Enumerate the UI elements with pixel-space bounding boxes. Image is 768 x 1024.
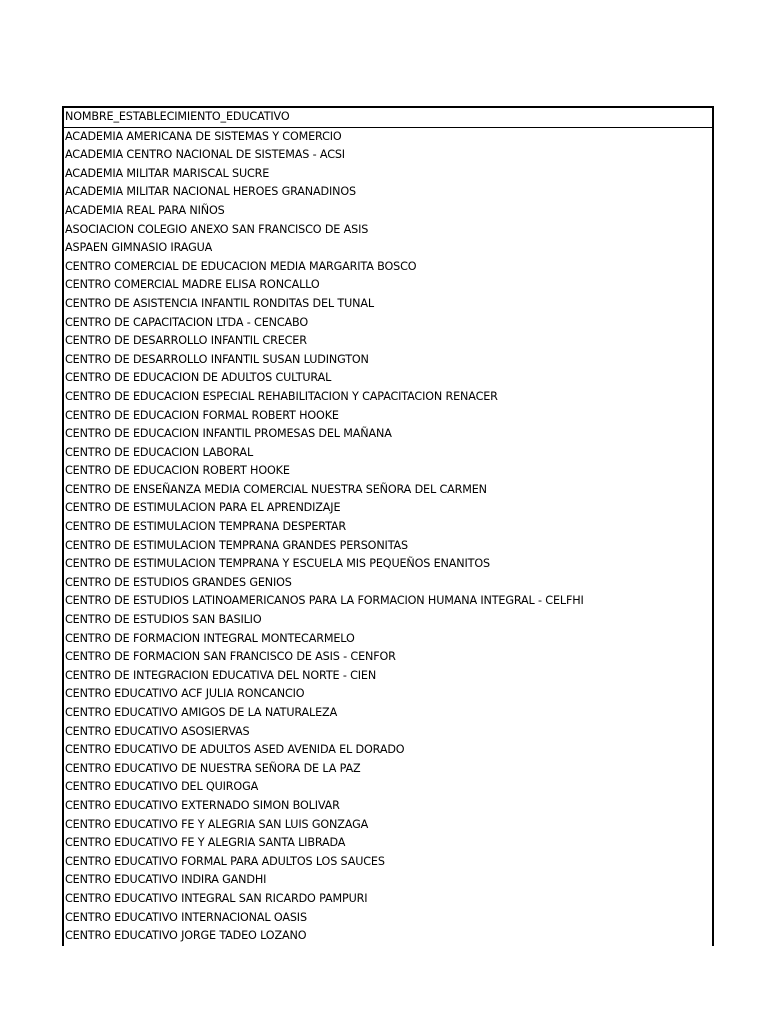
- table-row: ACADEMIA REAL PARA NIÑOS: [65, 203, 225, 217]
- table-row: CENTRO EDUCATIVO EXTERNADO SIMON BOLIVAR: [65, 798, 340, 812]
- table-row: ACADEMIA AMERICANA DE SISTEMAS Y COMERCIO: [65, 129, 342, 143]
- table-row: CENTRO DE EDUCACION ESPECIAL REHABILITACION Y CAPACITACION RENACER: [65, 389, 498, 403]
- table-row: CENTRO DE FORMACION SAN FRANCISCO DE ASIS - CENFOR: [65, 650, 396, 664]
- table-row: CENTRO COMERCIAL MADRE ELISA RONCALLO: [65, 278, 320, 292]
- table-row: ACADEMIA MILITAR MARISCAL SUCRE: [65, 166, 270, 180]
- table-row: CENTRO EDUCATIVO INDIRA GANDHI: [65, 873, 267, 887]
- table-row: CENTRO COMERCIAL DE EDUCACION MEDIA MARGARITA BOSCO: [65, 259, 417, 273]
- table-row: ACADEMIA CENTRO NACIONAL DE SISTEMAS - ACSI: [65, 148, 345, 162]
- table-row: ACADEMIA MILITAR NACIONAL HEROES GRANADINOS: [65, 185, 356, 199]
- table-row: CENTRO DE ESTUDIOS GRANDES GENIOS: [65, 575, 292, 589]
- table-row: CENTRO DE ESTIMULACION TEMPRANA Y ESCUELA MIS PEQUEÑOS ENANITOS: [65, 557, 490, 571]
- table-row: CENTRO DE INTEGRACION EDUCATIVA DEL NORTE - CIEN: [65, 668, 377, 682]
- table-row: CENTRO DE ASISTENCIA INFANTIL RONDITAS DEL TUNAL: [65, 296, 374, 310]
- table-row: CENTRO DE ESTIMULACION PARA EL APRENDIZAJE: [65, 501, 341, 515]
- table-row: CENTRO DE ENSEÑANZA MEDIA COMERCIAL NUESTRA SEÑORA DEL CARMEN: [65, 482, 487, 496]
- table-row: CENTRO EDUCATIVO AMIGOS DE LA NATURALEZA: [65, 706, 338, 719]
- table-row: CENTRO DE EDUCACION INFANTIL PROMESAS DEL MAÑANA: [65, 427, 392, 441]
- column-header: NOMBRE_ESTABLECIMIENTO_EDUCATIVO: [64, 108, 712, 128]
- table-row: ASPAEN GIMNASIO IRAGUA: [65, 241, 213, 255]
- table-row: CENTRO EDUCATIVO INTEGRAL SAN RICARDO PAMPURI: [65, 891, 368, 905]
- table-row: ASOCIACION COLEGIO ANEXO SAN FRANCISCO DE ASIS: [65, 222, 369, 236]
- school-list-table: [62, 106, 714, 946]
- table-row: CENTRO DE FORMACION INTEGRAL MONTECARMELO: [65, 631, 355, 645]
- table-row: CENTRO EDUCATIVO DE ADULTOS ASED AVENIDA EL DORADO: [65, 743, 405, 757]
- table-row: CENTRO EDUCATIVO DEL QUIROGA: [65, 780, 259, 794]
- table-row: CENTRO EDUCATIVO DE NUESTRA SEÑORA DE LA PAZ: [65, 761, 361, 775]
- table-row: CENTRO EDUCATIVO ACF JULIA RONCANCIO: [65, 687, 305, 701]
- table-row: CENTRO EDUCATIVO FORMAL PARA ADULTOS LOS SAUCES: [65, 854, 385, 868]
- table-row: CENTRO DE EDUCACION ROBERT HOOKE: [65, 464, 290, 478]
- table-row: CENTRO DE CAPACITACION LTDA - CENCABO: [65, 315, 308, 329]
- table-row: CENTRO DE ESTUDIOS LATINOAMERICANOS PARA LA FORMACION HUMANA INTEGRAL - CELFHI: [65, 594, 584, 608]
- table-row: CENTRO EDUCATIVO FE Y ALEGRIA SAN LUIS GONZAGA: [65, 817, 369, 831]
- table-row: CENTRO EDUCATIVO JORGE TADEO LOZANO: [65, 929, 307, 943]
- table-row: CENTRO EDUCATIVO INTERNACIONAL OASIS: [65, 910, 307, 924]
- table-row: CENTRO DE ESTIMULACION TEMPRANA DESPERTAR: [65, 520, 347, 534]
- table-row: CENTRO DE EDUCACION LABORAL: [65, 445, 254, 459]
- table-row: CENTRO EDUCATIVO ASOSIERVAS: [65, 724, 250, 738]
- table-row: CENTRO DE DESARROLLO INFANTIL CRECER: [65, 334, 307, 348]
- table-row: CENTRO DE ESTUDIOS SAN BASILIO: [65, 613, 262, 627]
- table-row: CENTRO DE ESTIMULACION TEMPRANA GRANDES PERSONITAS: [65, 538, 408, 552]
- table-row: CENTRO DE DESARROLLO INFANTIL SUSAN LUDINGTON: [65, 352, 369, 366]
- table-row: CENTRO EDUCATIVO FE Y ALEGRIA SANTA LIBRADA: [65, 836, 346, 850]
- table-body: [64, 128, 712, 946]
- table-row: CENTRO DE EDUCACION DE ADULTOS CULTURAL: [65, 371, 332, 385]
- table-row: CENTRO DE EDUCACION FORMAL ROBERT HOOKE: [65, 408, 339, 422]
